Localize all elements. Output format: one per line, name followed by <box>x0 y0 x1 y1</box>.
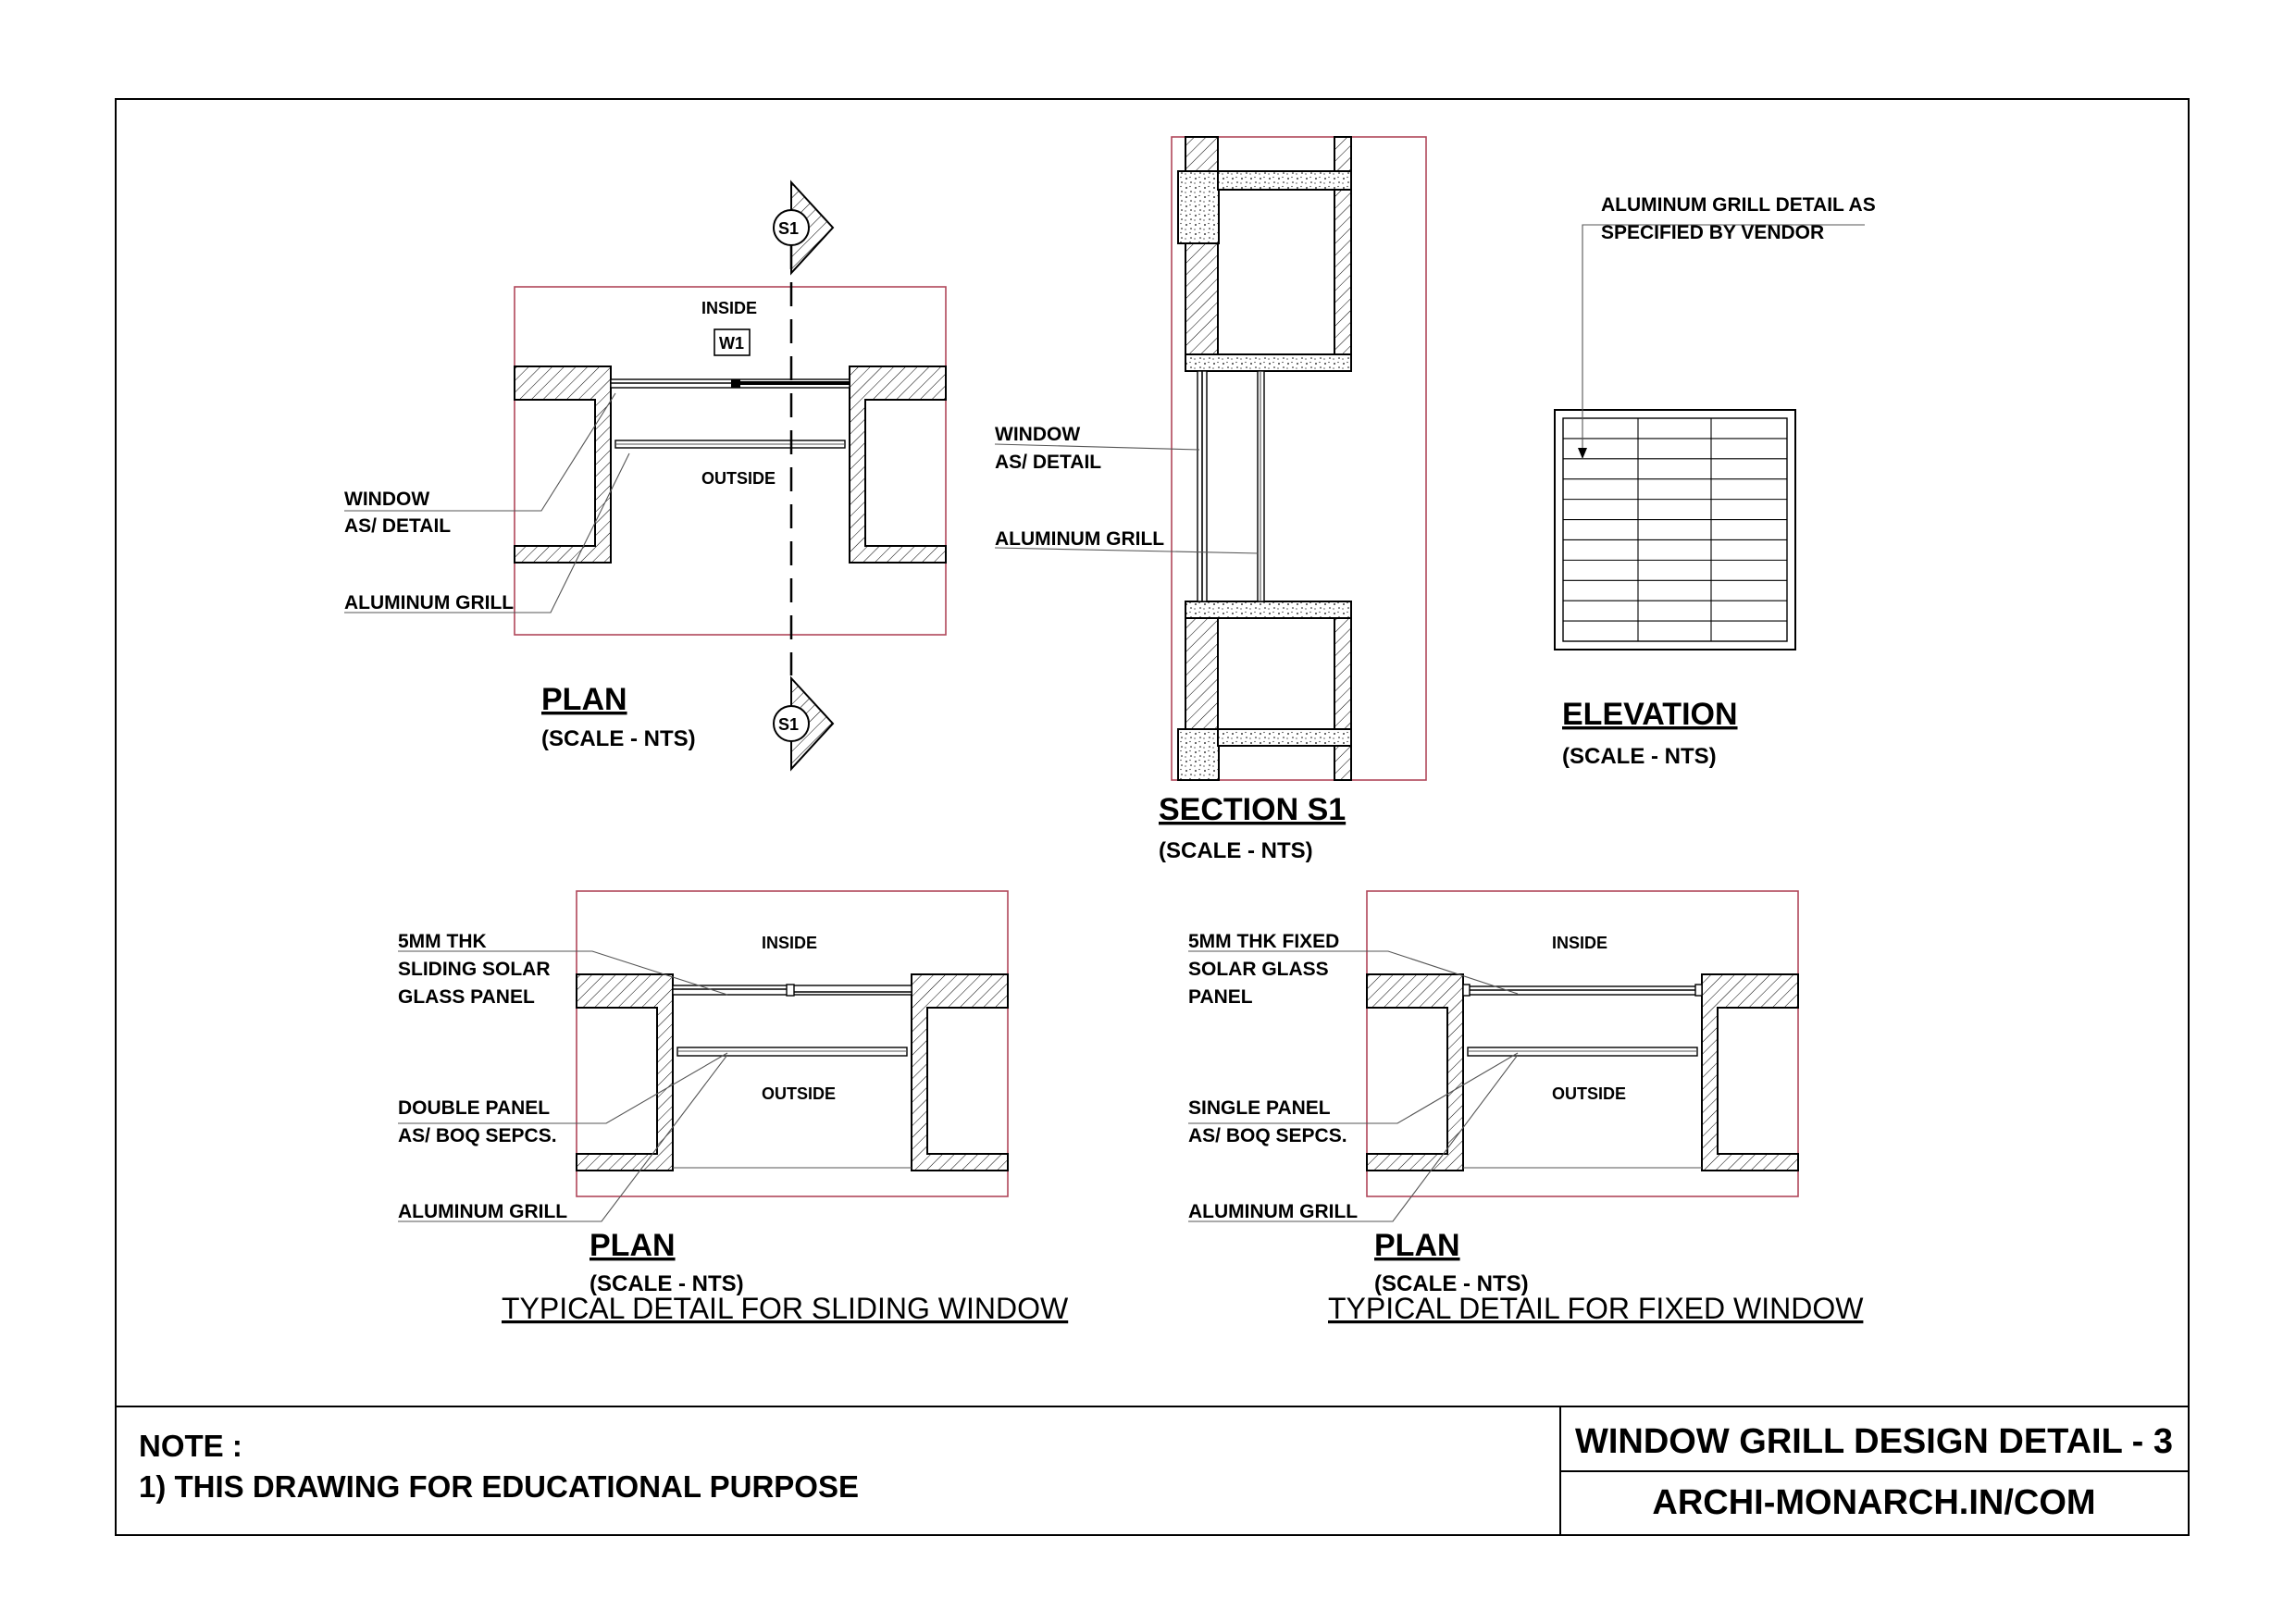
elevation-scale: (SCALE - NTS) <box>1562 744 1717 769</box>
sliding-panel-label-1: DOUBLE PANEL <box>398 1097 551 1119</box>
section-scale: (SCALE - NTS) <box>1159 838 1313 863</box>
fixed-caption: TYPICAL DETAIL FOR FIXED WINDOW <box>1328 1292 1864 1325</box>
website-label: ARCHI-MONARCH.IN/COM <box>1652 1483 2096 1522</box>
fixed-glass-label-2: SOLAR GLASS <box>1188 959 1329 980</box>
note-line: 1) THIS DRAWING FOR EDUCATIONAL PURPOSE <box>139 1469 859 1504</box>
fixed-glass-label-1: 5MM THK FIXED <box>1188 931 1340 952</box>
sliding-glass-label-2: SLIDING SOLAR <box>398 959 551 980</box>
sheet-title: WINDOW GRILL DESIGN DETAIL - 3 <box>1575 1422 2173 1461</box>
sliding-glass-label-3: GLASS PANEL <box>398 986 535 1008</box>
grill-label: ALUMINUM GRILL <box>344 592 515 613</box>
plan-top-title: PLAN <box>541 682 627 717</box>
elevation-note-line2: SPECIFIED BY VENDOR <box>1601 222 1825 243</box>
sliding-panel-label-2: AS/ BOQ SEPCS. <box>398 1125 557 1146</box>
plan-top-scale: (SCALE - NTS) <box>541 726 696 751</box>
section-title: SECTION S1 <box>1159 792 1347 827</box>
section-marker-bottom-label: S1 <box>778 715 800 734</box>
section-grill-label: ALUMINUM GRILL <box>995 528 1165 550</box>
plan-sliding-drawing <box>398 891 1008 1221</box>
section-window-detail-label: AS/ DETAIL <box>995 452 1102 473</box>
fixed-grill-label: ALUMINUM GRILL <box>1188 1201 1359 1222</box>
section-marker-top-label: S1 <box>778 219 800 238</box>
elevation-title: ELEVATION <box>1562 697 1738 732</box>
fixed-inside-label: INSIDE <box>1552 934 1608 952</box>
inside-label: INSIDE <box>701 299 758 317</box>
fixed-panel-label-2: AS/ BOQ SEPCS. <box>1188 1125 1347 1146</box>
window-detail-label: AS/ DETAIL <box>344 515 452 537</box>
sliding-glass-label-1: 5MM THK <box>398 931 487 952</box>
sliding-outside-label: OUTSIDE <box>762 1084 837 1103</box>
fixed-glass-label-3: PANEL <box>1188 986 1253 1008</box>
window-tag: W1 <box>719 334 744 353</box>
elevation-drawing <box>1555 225 1865 650</box>
sliding-inside-label: INSIDE <box>762 934 818 952</box>
fixed-panel-label-1: SINGLE PANEL <box>1188 1097 1331 1119</box>
window-label: WINDOW <box>344 489 430 510</box>
sheet-border <box>116 99 2189 1535</box>
elevation-note-line1: ALUMINUM GRILL DETAIL AS <box>1601 194 1876 216</box>
sliding-plan-title: PLAN <box>590 1228 676 1263</box>
outside-label: OUTSIDE <box>701 469 776 488</box>
note-heading: NOTE : <box>139 1429 242 1463</box>
fixed-outside-label: OUTSIDE <box>1552 1084 1627 1103</box>
section-window-label: WINDOW <box>995 424 1081 445</box>
fixed-plan-scale: (SCALE - NTS) <box>1374 1271 1529 1296</box>
fixed-plan-title: PLAN <box>1374 1228 1460 1263</box>
sliding-grill-label: ALUMINUM GRILL <box>398 1201 568 1222</box>
sliding-plan-scale: (SCALE - NTS) <box>590 1271 744 1296</box>
sliding-caption: TYPICAL DETAIL FOR SLIDING WINDOW <box>502 1292 1069 1325</box>
